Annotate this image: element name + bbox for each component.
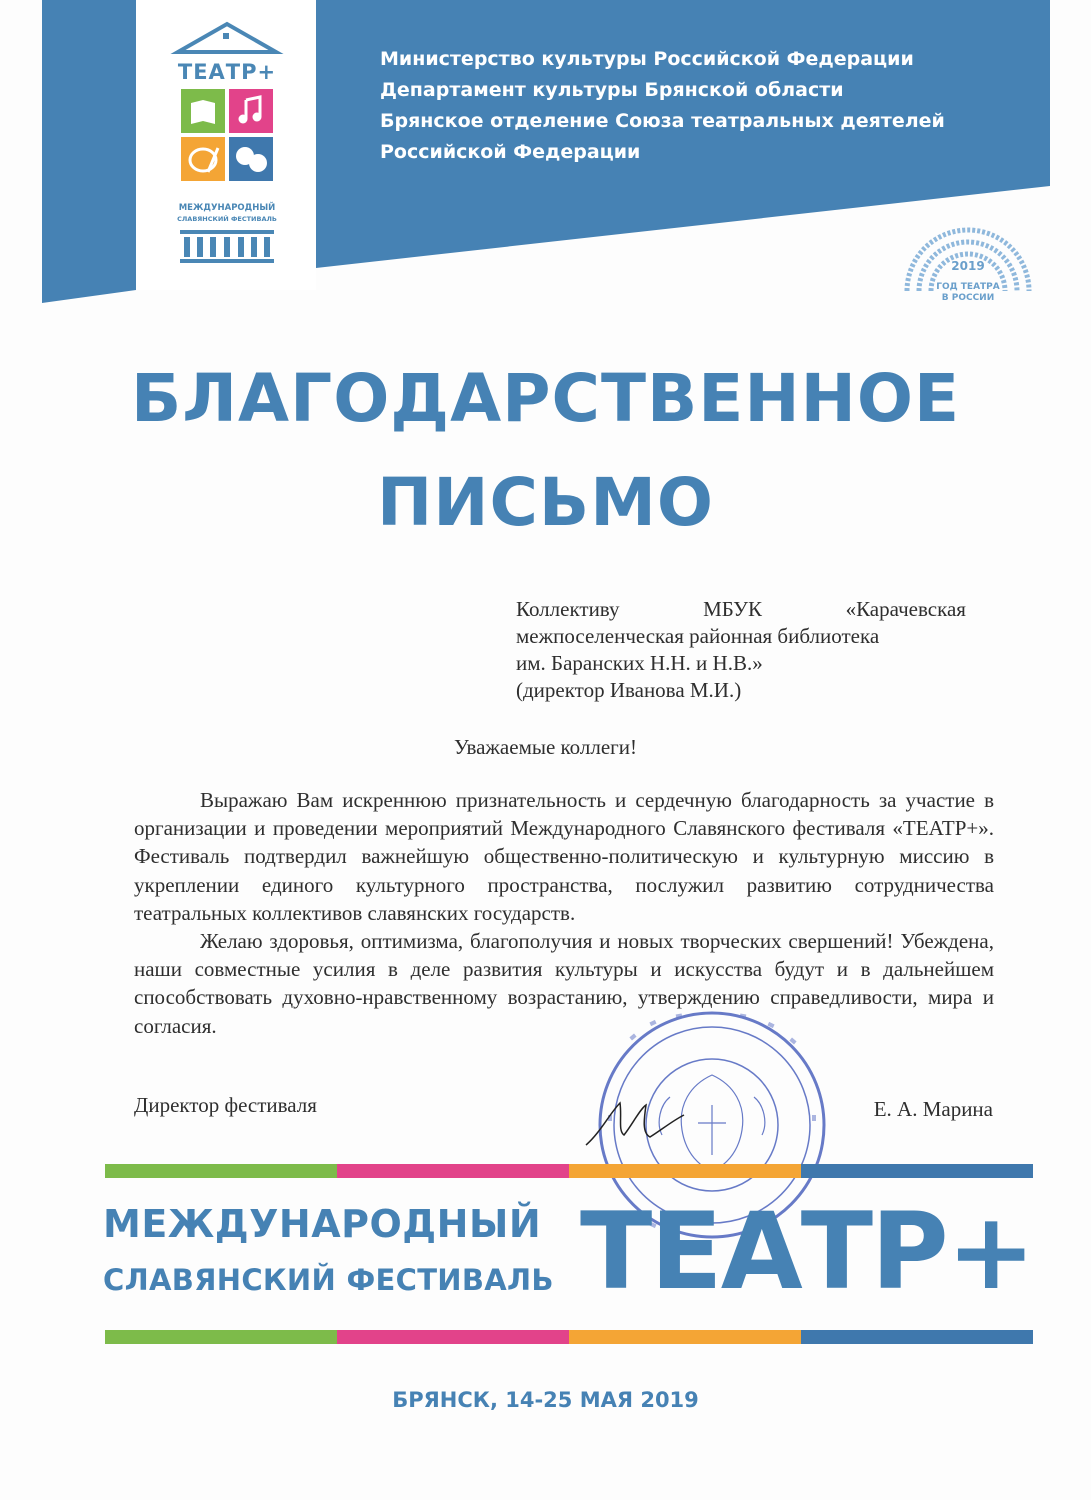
stripe-segment [801, 1164, 1033, 1178]
festival-logo-graphic [170, 20, 284, 265]
addressee-line [516, 596, 966, 623]
organization-line: Российской Федерации [380, 141, 641, 163]
letter-body [134, 786, 994, 1040]
stripe-segment [801, 1330, 1033, 1344]
document-title-line2: ПИСЬМО [377, 464, 714, 541]
color-stripe-bottom [105, 1330, 1033, 1344]
year-caption [893, 282, 1043, 304]
addressee-line: межпоселенческая районная библиотека [516, 624, 880, 648]
addressee-word: МБУК [703, 597, 762, 621]
addressee-word: «Карачевская [845, 597, 966, 621]
logo-subtitle-line1: МЕЖДУНАРОДНЫЙ [178, 203, 276, 213]
festival-wordmark: ТЕАТР+ [580, 1190, 1034, 1313]
year-caption-line2: В РОССИИ [941, 293, 995, 303]
signatory-name: Е. А. Марина [873, 1097, 993, 1121]
festival-logo [170, 20, 284, 265]
logo-wordmark: ТЕАТР+ [177, 60, 277, 84]
addressee-line: (директор Иванова М.И.) [516, 678, 742, 702]
organization-line: Департамент культуры Брянской области [380, 79, 844, 101]
color-stripe-top [105, 1164, 1033, 1178]
stripe-segment [569, 1330, 801, 1344]
stripe-segment [105, 1164, 337, 1178]
signatory-position: Директор фестиваля [134, 1093, 317, 1117]
addressee-block [516, 596, 966, 704]
organization-list [380, 44, 980, 168]
body-paragraph: Выражаю Вам искреннюю признательность и сердечную благодарность за участие в организации и проведении мероприятий Международного Славянского фестиваля «ТЕАТР+». Фестиваль подтвердил важнейшую общественно-политическую и культурную миссию в укреплении единого культурного пространства, послужил развитию сотрудничества театральных коллективов славянских государств. [134, 788, 994, 925]
stripe-segment [105, 1330, 337, 1344]
year-caption-line1: ГОД ТЕАТРА [936, 282, 1000, 292]
music-note-icon [229, 89, 273, 133]
greeting: Уважаемые коллеги! [453, 735, 638, 759]
year-of-theatre-emblem [893, 196, 1043, 311]
document-title-line1: БЛАГОДАРСТВЕННОЕ [130, 360, 961, 437]
stripe-segment [569, 1164, 801, 1178]
organization-line: Министерство культуры Российской Федерации [380, 48, 914, 70]
addressee-word: Коллективу [516, 597, 620, 621]
stripe-segment [337, 1330, 569, 1344]
header-band-left [42, 0, 136, 303]
stripe-segment [337, 1164, 569, 1178]
addressee-line: им. Баранских Н.Н. и Н.В.» [516, 651, 763, 675]
festival-name-line2: СЛАВЯНСКИЙ ФЕСТИВАЛЬ [103, 1263, 554, 1297]
festival-name-line1: МЕЖДУНАРОДНЫЙ [103, 1202, 542, 1246]
logo-subtitle [170, 203, 284, 225]
logo-subtitle-line2: СЛАВЯНСКИЙ ФЕСТИВАЛЬ [177, 215, 277, 223]
body-paragraph: Желаю здоровья, оптимизма, благополучия и новых творческих свершений! Убеждена, наши совместные усилия в деле развития культуры и искусства будут и в дальнейшем способствовать духовно-нравственному возрастанию, утверждению справедливости, мира и согласия. [134, 929, 994, 1038]
palette-icon [181, 137, 225, 181]
organization-line: Брянское отделение Союза театральных деятелей [380, 110, 945, 132]
festival-dates: БРЯНСК, 14-25 МАЯ 2019 [392, 1388, 699, 1412]
year-number: 2019 [951, 259, 985, 273]
handwritten-signature [580, 1095, 690, 1155]
